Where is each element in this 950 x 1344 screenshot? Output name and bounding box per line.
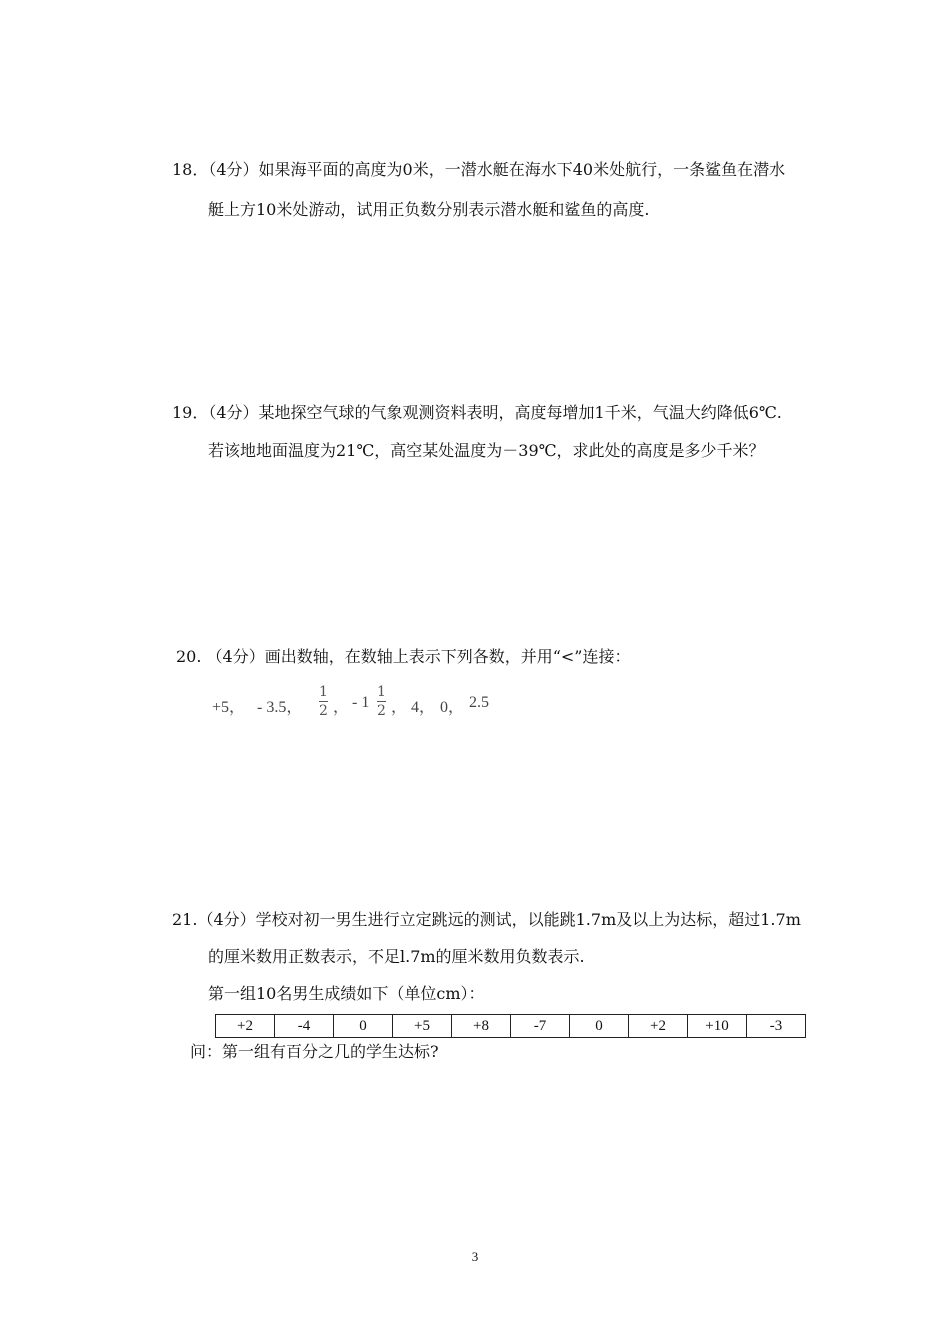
q20-frac-c [319, 684, 328, 719]
q19-line1: 19．（4分）某地探空气球的气象观测资料表明，高度每增加1千米，气温大约降低6℃. [172, 403, 782, 422]
q20-frac-d-denominator: 2 [377, 703, 386, 719]
fraction-bar [377, 701, 386, 702]
score-cell: 0 [334, 1015, 393, 1038]
score-cell: -4 [275, 1015, 334, 1038]
q21-line1: 21.（4分）学校对初一男生进行立定跳远的测试，以能跳1.7m及以上为达标，超过1.7m [172, 910, 801, 929]
score-cell: +8 [452, 1015, 511, 1038]
q20-num-f: 0， [440, 699, 465, 716]
q21-line3: 第一组10名男生成绩如下（单位cm）： [208, 984, 485, 1003]
score-cell: +5 [393, 1015, 452, 1038]
q20-sep-c: ， [333, 699, 350, 716]
q21-question: 问：第一组有百分之几的学生达标? [190, 1042, 439, 1061]
q18-line1: 18．（4分）如果海平面的高度为0米，一潜水艇在海水下40米处航行，一条鲨鱼在潜水 [172, 160, 786, 179]
score-cell: -3 [747, 1015, 806, 1038]
q20-line1: 20. （4分）画出数轴，在数轴上表示下列各数，并用“<”连接： [176, 647, 631, 666]
q19-line2: 若该地地面温度为21℃，高空某处温度为－39℃，求此处的高度是多少千米？ [208, 441, 765, 460]
q20-num-d-prefix: - 1 [352, 694, 370, 711]
page-number: 3 [471, 1249, 479, 1264]
q20-frac-d-numerator: 1 [377, 684, 386, 700]
score-cell: +2 [216, 1015, 275, 1038]
score-cell: +2 [629, 1015, 688, 1038]
fraction-bar [319, 701, 328, 702]
q18-line2: 艇上方10米处游动，试用正负数分别表示潜水艇和鲨鱼的高度. [208, 200, 650, 219]
score-cell: 0 [570, 1015, 629, 1038]
q21-line2: 的厘米数用正数表示，不足l.7m的厘米数用负数表示. [208, 947, 585, 966]
q20-num-g: 2.5 [469, 694, 489, 711]
table-row [216, 1015, 806, 1038]
q20-frac-c-numerator: 1 [319, 684, 328, 700]
score-cell: +10 [688, 1015, 747, 1038]
q20-frac-c-denominator: 2 [319, 703, 328, 719]
scores-table [215, 1014, 806, 1038]
q20-num-a: +5， [212, 699, 246, 716]
q20-num-e: 4， [411, 699, 436, 716]
q20-num-b: - 3.5， [257, 699, 303, 716]
q20-frac-d [377, 684, 386, 719]
score-cell: -7 [511, 1015, 570, 1038]
q20-sep-d: ， [391, 699, 408, 716]
